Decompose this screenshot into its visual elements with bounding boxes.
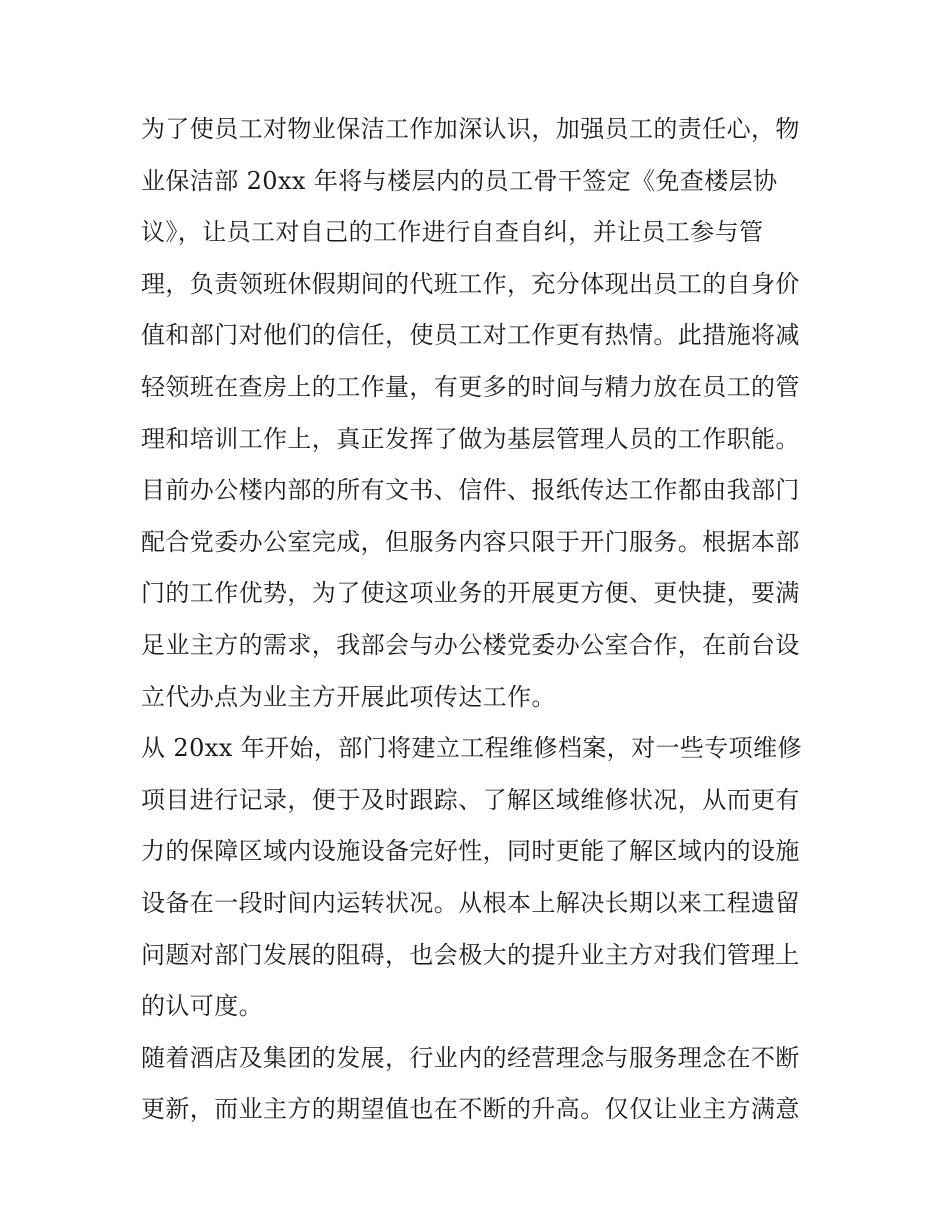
text-line: 理，负责领班休假期间的代班工作，充分体现出员工的自身价: [141, 269, 800, 298]
text-line: 目前办公楼内部的所有文书、信件、报纸传达工作都由我部门: [141, 476, 800, 505]
text-line: 更新，而业主方的期望值也在不断的升高。仅仅让业主方满意: [141, 1095, 800, 1124]
text-line: 从 20xx 年开始，部门将建立工程维修档案，对一些专项维修: [141, 734, 802, 763]
text-line: 为了使员工对物业保洁工作加深认识，加强员工的责任心，物: [141, 115, 800, 143]
text-line: 的认可度。: [141, 992, 263, 1021]
text-line: 足业主方的需求，我部会与办公楼党委办公室合作，在前台设: [141, 630, 800, 659]
text-line: 议》，让员工对自己的工作进行自查自纠，并让员工参与管: [141, 218, 764, 247]
text-line: 轻领班在查房上的工作量，有更多的时间与精力放在员工的管: [141, 372, 800, 401]
text-line: 理和培训工作上，真正发挥了做为基层管理人员的工作职能。: [141, 424, 800, 453]
text-line: 值和部门对他们的信任，使员工对工作更有热情。此措施将减: [141, 321, 800, 350]
text-line: 门的工作优势，为了使这项业务的开展更方便、更快捷，要满: [141, 579, 800, 608]
text-line: 立代办点为业主方开展此项传达工作。: [141, 682, 556, 711]
text-line: 随着酒店及集团的发展，行业内的经营理念与服务理念在不断: [141, 1043, 800, 1072]
text-line: 项目进行记录，便于及时跟踪、了解区域维修状况，从而更有: [141, 785, 800, 814]
text-line: 配合党委办公室完成，但服务内容只限于开门服务。根据本部: [141, 527, 800, 556]
text-line: 问题对部门发展的阻碍，也会极大的提升业主方对我们管理上: [141, 940, 800, 969]
text-line: 设备在一段时间内运转状况。从根本上解决长期以来工程遗留: [141, 888, 800, 917]
document-body: [141, 104, 821, 1136]
text-line: 力的保障区域内设施设备完好性，同时更能了解区域内的设施: [141, 837, 800, 866]
text-line: 业保洁部 20xx 年将与楼层内的员工骨干签定《免查楼层协: [141, 166, 778, 195]
